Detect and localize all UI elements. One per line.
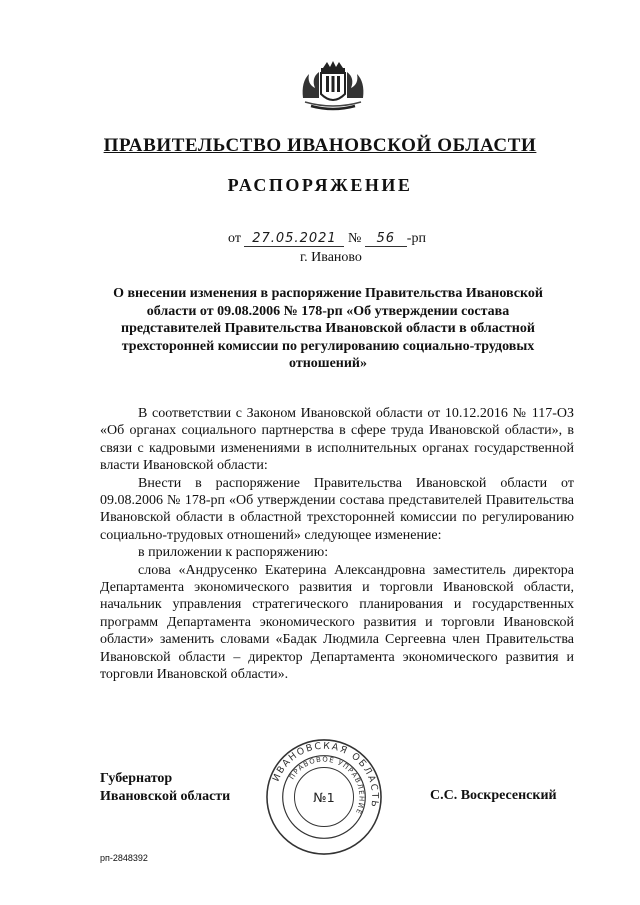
signer-title — [100, 770, 230, 806]
paragraph-order: Внести в распоряжение Правительства Ивановской области от 09.08.2006 № 178-рп «Об утверждении состава представителей Правительства Ивановской области в областной трехсторонней комиссии по регулированию социально-трудовых отношений» следующее изменение: — [100, 475, 574, 543]
stamp-number: №1 — [313, 790, 335, 806]
handwritten-number: 56 — [365, 231, 407, 247]
city: г. Иваново — [300, 250, 362, 265]
footer-code: рп-2848392 — [100, 853, 148, 863]
coat-of-arms-icon — [297, 58, 369, 114]
signer-name: С.С. Воскресенский — [430, 788, 557, 803]
number-suffix: -рп — [406, 231, 426, 246]
stamp-inner-text: ПРАВОВОЕ УПРАВЛЕНИЕ — [287, 755, 366, 816]
organization-title: ПРАВИТЕЛЬСТВО ИВАНОВСКОЙ ОБЛАСТИ — [103, 135, 537, 156]
paragraph-appendix: в приложении к распоряжению: — [138, 545, 329, 561]
number-prefix: № — [347, 231, 362, 246]
date-number-line — [228, 231, 426, 247]
signer-title-line1: Губернатор — [100, 771, 173, 786]
document-type: РАСПОРЯЖЕНИЕ — [227, 175, 413, 195]
stamp-outer-text: ИВАНОВСКАЯ ОБЛАСТЬ — [270, 740, 381, 810]
handwritten-date: 27.05.2021 — [244, 231, 344, 247]
document-body — [100, 405, 574, 684]
official-stamp-icon — [265, 738, 383, 856]
date-prefix: от — [228, 231, 241, 246]
signer-title-line2: Ивановской области — [100, 789, 231, 804]
paragraph-replacement: слова «Андрусенко Екатерина Александровна заместитель директора Департамента экономического развития и торговли Ивановской области, начальник управления стратегического планирования и государственных программ Департамента экономического развития и торговли Ивановской области» заменить словами «Бадак Людмила Сергеевна член Правительства Ивановской области – директор Департамента экономического развития и торговли Ивановской области». — [100, 562, 574, 683]
svg-text:ПРАВОВОЕ УПРАВЛЕНИЕ — [288, 755, 366, 815]
paragraph-preamble: В соответствии с Законом Ивановской области от 10.12.2016 № 117-ОЗ «Об органах социального партнерства в сфере труда Ивановской области», в связи с кадровыми изменениями в исполнительных органах государственной власти Ивановской области: — [100, 406, 574, 474]
document-subject: О внесении изменения в распоряжение Правительства Ивановской области от 09.08.2006 № 178-рп «Об утверждении состава представителей Правительства Ивановской области в областной трехсторонней комиссии по регулированию социально-трудовых отношений» — [113, 286, 543, 371]
